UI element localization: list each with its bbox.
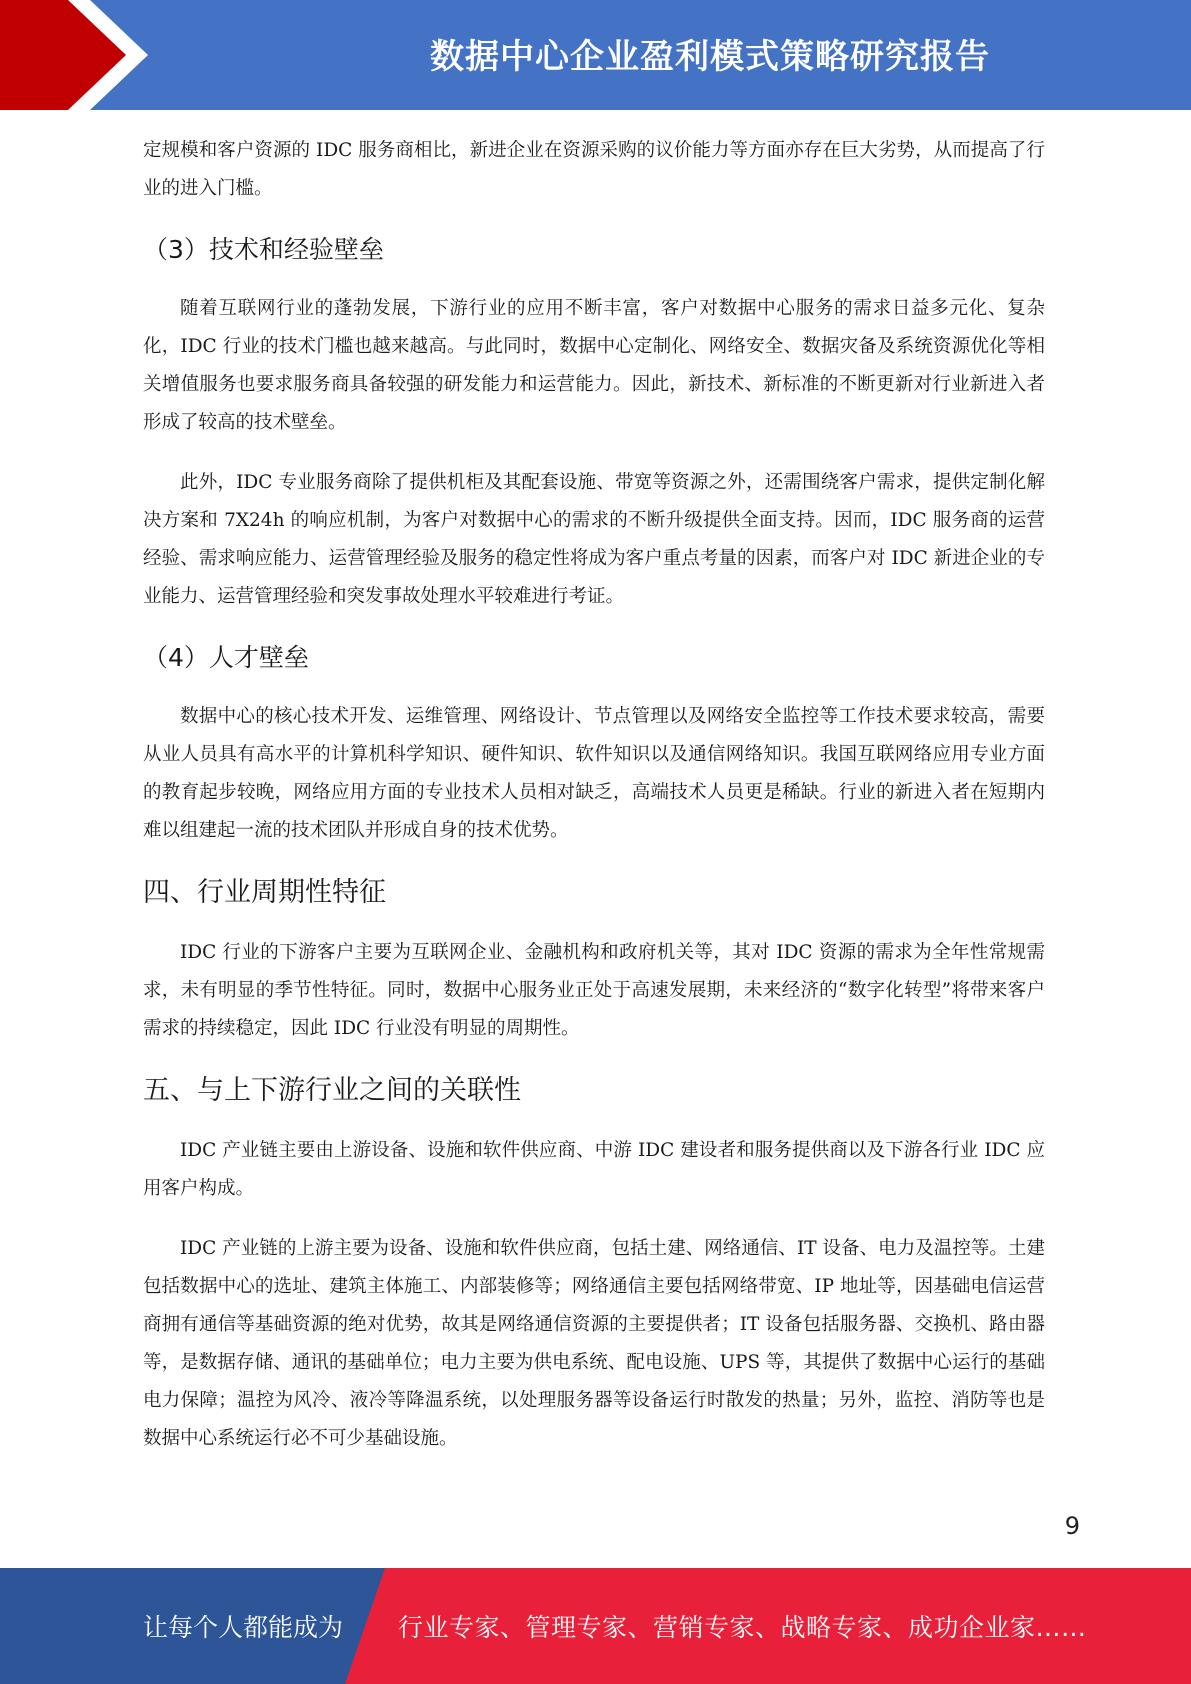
document-body (143, 132, 1045, 1480)
paragraph-chain-1: IDC 产业链主要由上游设备、设施和软件供应商、中游 IDC 建设者和服务提供商以及下游各行业 IDC 应用客户构成。 (143, 1140, 1045, 1199)
paragraph-intro: 定规模和客户资源的 IDC 服务商相比，新进企业在资源采购的议价能力等方面亦存在巨大劣势，从而提高了行业的进入门槛。 (143, 140, 1045, 199)
report-title: 数据中心企业盈利模式策略研究报告 (430, 36, 990, 77)
footer-slogan-right: 行业专家、管理专家、营销专家、战略专家、成功企业家…… (398, 1613, 1087, 1642)
paragraph-talent-1: 数据中心的核心技术开发、运维管理、网络设计、节点管理以及网络安全监控等工作技术要求较高，需要从业人员具有高水平的计算机科学知识、硬件知识、软件知识以及通信网络知识。我国互联网络应用专业方面的教育起步较晚，网络应用方面的专业技术人员相对缺乏，高端技术人员更是稀缺。行业的新进入者在短期内难以组建起一流的技术团队并形成自身的技术优势。 (143, 706, 1045, 841)
section-heading-cyclicality: 四、行业周期性特征 (143, 877, 386, 908)
paragraph-chain-2: IDC 产业链的上游主要为设备、设施和软件供应商，包括土建、网络通信、IT 设备、电力及温控等。土建包括数据中心的选址、建筑主体施工、内部装修等；网络通信主要包括网络带宽、IP 地址等，因基础电信运营商拥有通信等基础资源的绝对优势，故其是网络通信资源的主要提供者；IT 设备包括服务器、交换机、路由器等，是数据存储、通讯的基础单位；电力主要为供电系统、配电设施、UPS 等，其提供了数据中心运行的基础电力保障；温控为风冷、液冷等降温系统，以处理服务器等设备运行时散发的热量；另外，监控、消防等也是数据中心系统运行必不可少基础设施。 (143, 1238, 1045, 1449)
section-heading-upstream-downstream: 五、与上下游行业之间的关联性 (143, 1075, 521, 1106)
footer-slogan-left: 让每个人都能成为 (143, 1613, 344, 1642)
paragraph-tech-2: 此外，IDC 专业服务商除了提供机柜及其配套设施、带宽等资源之外，还需围绕客户需求，提供定制化解决方案和 7X24h 的响应机制，为客户对数据中心的需求的不断升级提供全面支持。因而，IDC 服务商的运营经验、需求响应能力、运营管理经验及服务的稳定性将成为客户重点考量的因素，而客户对 IDC 新进企业的专业能力、运营管理经验和突发事故处理水平较难进行考证。 (143, 472, 1045, 607)
subheading-tech-barrier: （3）技术和经验壁垒 (143, 235, 384, 264)
paragraph-cyclicality-1: IDC 行业的下游客户主要为互联网企业、金融机构和政府机关等，其对 IDC 资源的需求为全年性常规需求，未有明显的季节性特征。同时，数据中心服务业正处于高速发展期，未来经济的“数字化转型”将带来客户需求的持续稳定，因此 IDC 行业没有明显的周期性。 (143, 942, 1045, 1039)
page-header (0, 0, 1191, 110)
paragraph-tech-1: 随着互联网行业的蓬勃发展，下游行业的应用不断丰富，客户对数据中心服务的需求日益多元化、复杂化，IDC 行业的技术门槛也越来越高。与此同时，数据中心定制化、网络安全、数据灾备及系统资源优化等相关增值服务也要求服务商具备较强的研发能力和运营能力。因此，新技术、新标准的不断更新对行业新进入者形成了较高的技术壁垒。 (143, 298, 1045, 433)
subheading-talent-barrier: （4）人才壁垒 (143, 643, 309, 672)
page-number: 9 (1064, 1512, 1080, 1540)
page-footer (0, 1568, 1191, 1684)
